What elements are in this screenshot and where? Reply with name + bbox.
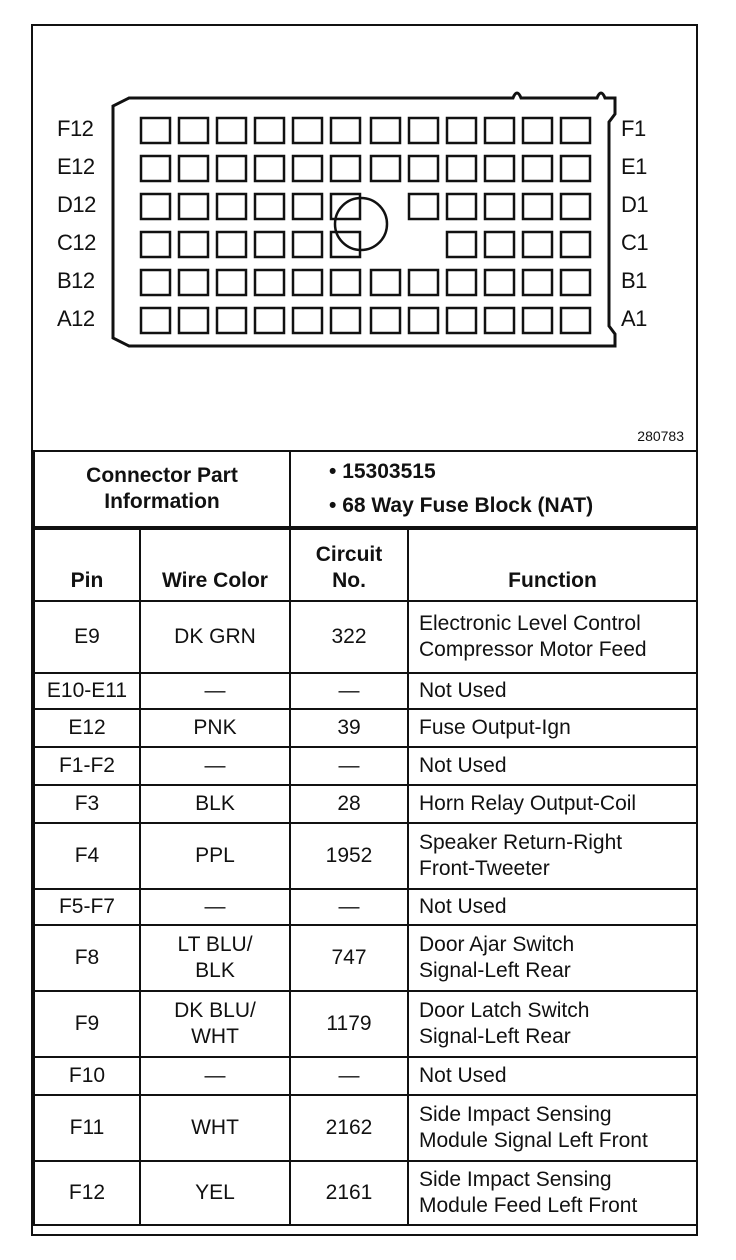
function-cell xyxy=(408,1095,697,1161)
cavity xyxy=(485,156,514,181)
function-cell xyxy=(408,889,697,925)
cavity xyxy=(409,308,438,333)
wire-color-cell xyxy=(140,889,290,925)
wire-color-line: — xyxy=(204,1064,226,1087)
cavity xyxy=(179,270,208,295)
cavity xyxy=(485,194,514,219)
cavity xyxy=(293,308,322,333)
function-cell xyxy=(408,1161,697,1225)
wire-color-line: YEL xyxy=(195,1181,235,1204)
cavity xyxy=(293,232,322,257)
circuit-cell: — xyxy=(290,747,408,785)
connector-outline xyxy=(33,26,696,450)
function-line: Not Used xyxy=(419,679,507,702)
cavity xyxy=(179,308,208,333)
row-label-left: B12 xyxy=(57,268,95,293)
circuit-cell: — xyxy=(290,1057,408,1095)
function-cell xyxy=(408,823,697,889)
wire-color-cell xyxy=(140,823,290,889)
cavity xyxy=(447,156,476,181)
cavity xyxy=(485,308,514,333)
wire-color-cell xyxy=(140,1057,290,1095)
function-line: Side Impact Sensing xyxy=(419,1168,612,1191)
header-wire-color: Wire Color xyxy=(140,529,290,601)
pin-cell: F4 xyxy=(34,823,140,889)
cavity xyxy=(293,156,322,181)
circuit-cell: 39 xyxy=(290,709,408,747)
cavity xyxy=(255,194,284,219)
function-line: Compressor Motor Feed xyxy=(419,638,647,661)
cavity xyxy=(371,270,400,295)
function-line: Not Used xyxy=(419,754,507,777)
circuit-cell: 28 xyxy=(290,785,408,823)
cavity xyxy=(371,308,400,333)
cavity xyxy=(141,118,170,143)
table-row xyxy=(34,747,697,785)
header-circuit-line2: No. xyxy=(332,569,366,592)
cavity xyxy=(141,270,170,295)
cavity xyxy=(255,308,284,333)
row-label-right: B1 xyxy=(621,268,647,293)
cavity xyxy=(179,156,208,181)
function-line: Door Latch Switch xyxy=(419,999,590,1022)
function-line: Not Used xyxy=(419,895,507,918)
function-cell xyxy=(408,1057,697,1095)
pin-cell: F1-F2 xyxy=(34,747,140,785)
pin-cell: E10-E11 xyxy=(34,673,140,709)
circuit-cell: 2161 xyxy=(290,1161,408,1225)
cavity xyxy=(179,194,208,219)
cavity xyxy=(217,270,246,295)
table-row xyxy=(34,673,697,709)
cavity xyxy=(255,118,284,143)
info-label-line2: Information xyxy=(104,490,220,513)
row-label-left: C12 xyxy=(57,230,96,255)
wire-color-line: — xyxy=(204,754,226,777)
cavity xyxy=(217,232,246,257)
cavity xyxy=(141,194,170,219)
cavity xyxy=(447,118,476,143)
circuit-cell: 322 xyxy=(290,601,408,673)
cavity xyxy=(409,270,438,295)
cavity xyxy=(561,270,590,295)
function-cell xyxy=(408,925,697,991)
table-row xyxy=(34,925,697,991)
pin-cell: F10 xyxy=(34,1057,140,1095)
cavity xyxy=(409,194,438,219)
cavity xyxy=(217,118,246,143)
cavity xyxy=(293,118,322,143)
wire-color-cell xyxy=(140,747,290,785)
function-cell xyxy=(408,785,697,823)
function-line: Speaker Return-Right xyxy=(419,831,623,854)
row-label-left: E12 xyxy=(57,154,95,179)
table-row xyxy=(34,1161,697,1225)
cavity xyxy=(255,156,284,181)
connector-document xyxy=(31,24,698,1236)
table-row xyxy=(34,823,697,889)
function-cell xyxy=(408,673,697,709)
function-line: Side Impact Sensing xyxy=(419,1103,612,1126)
cavity xyxy=(561,308,590,333)
circuit-cell: 2162 xyxy=(290,1095,408,1161)
wire-color-line: PNK xyxy=(193,716,237,739)
function-line: Front-Tweeter xyxy=(419,857,550,880)
row-label-right: E1 xyxy=(621,154,647,179)
function-line: Signal-Left Rear xyxy=(419,959,571,982)
header-circuit xyxy=(290,529,408,601)
wire-color-line: WHT xyxy=(191,1116,239,1139)
row-label-left: A12 xyxy=(57,306,95,331)
function-line: Electronic Level Control xyxy=(419,612,641,635)
row-label-right: A1 xyxy=(621,306,647,331)
connector-description: • 68 Way Fuse Block (NAT) xyxy=(329,489,696,523)
cavity xyxy=(561,118,590,143)
wire-color-line: DK GRN xyxy=(174,625,256,648)
row-label-left: F12 xyxy=(57,116,94,141)
function-line: Not Used xyxy=(419,1064,507,1087)
wire-color-line: BLK xyxy=(195,792,235,815)
pin-cell: F3 xyxy=(34,785,140,823)
cavity xyxy=(293,270,322,295)
cavity xyxy=(217,308,246,333)
table-row xyxy=(34,889,697,925)
function-cell xyxy=(408,991,697,1057)
connector-info-values xyxy=(290,451,697,527)
circuit-cell: 1952 xyxy=(290,823,408,889)
row-label-right: D1 xyxy=(621,192,649,217)
cavity xyxy=(485,118,514,143)
wire-color-cell xyxy=(140,785,290,823)
cavity xyxy=(371,118,400,143)
connector-diagram xyxy=(33,26,696,450)
connector-info-label xyxy=(34,451,290,527)
wire-color-line: — xyxy=(204,895,226,918)
pin-table-header xyxy=(34,529,697,601)
cavity xyxy=(331,118,360,143)
circuit-cell: — xyxy=(290,889,408,925)
cavity xyxy=(523,118,552,143)
function-cell xyxy=(408,601,697,673)
wire-color-cell xyxy=(140,925,290,991)
pin-cell: E12 xyxy=(34,709,140,747)
pin-cell: F9 xyxy=(34,991,140,1057)
cavity xyxy=(409,156,438,181)
function-line: Module Signal Left Front xyxy=(419,1129,648,1152)
cavity xyxy=(141,156,170,181)
cavity xyxy=(523,232,552,257)
cavity xyxy=(409,118,438,143)
cavity xyxy=(447,194,476,219)
cavity xyxy=(255,232,284,257)
wire-color-cell xyxy=(140,991,290,1057)
pin-cell: F8 xyxy=(34,925,140,991)
table-row xyxy=(34,709,697,747)
part-number: • 15303515 xyxy=(329,455,696,489)
figure-id: 280783 xyxy=(637,428,684,444)
pin-cell: E9 xyxy=(34,601,140,673)
header-pin: Pin xyxy=(34,529,140,601)
row-label-left: D12 xyxy=(57,192,96,217)
function-cell xyxy=(408,747,697,785)
function-line: Module Feed Left Front xyxy=(419,1194,638,1217)
cavity xyxy=(255,270,284,295)
circuit-cell: — xyxy=(290,673,408,709)
function-line: Fuse Output-Ign xyxy=(419,716,571,739)
row-label-right: C1 xyxy=(621,230,649,255)
cavity xyxy=(141,232,170,257)
pin-cell: F5-F7 xyxy=(34,889,140,925)
cavity xyxy=(485,270,514,295)
cavity xyxy=(523,270,552,295)
wire-color-cell xyxy=(140,1161,290,1225)
pin-cell: F12 xyxy=(34,1161,140,1225)
cavity xyxy=(447,232,476,257)
cavity xyxy=(331,308,360,333)
cavity xyxy=(217,156,246,181)
cavity xyxy=(293,194,322,219)
table-row xyxy=(34,785,697,823)
cavity xyxy=(523,156,552,181)
wire-color-cell xyxy=(140,1095,290,1161)
cavity xyxy=(447,308,476,333)
cavity xyxy=(523,308,552,333)
wire-color-line: DK BLU/ xyxy=(174,999,256,1022)
cavity xyxy=(485,232,514,257)
pin-table xyxy=(33,528,698,1226)
cavity xyxy=(217,194,246,219)
cavity xyxy=(331,156,360,181)
table-row xyxy=(34,1057,697,1095)
wire-color-line: BLK xyxy=(195,959,235,982)
circuit-cell: 1179 xyxy=(290,991,408,1057)
function-line: Signal-Left Rear xyxy=(419,1025,571,1048)
pin-cell: F11 xyxy=(34,1095,140,1161)
cavity xyxy=(561,232,590,257)
wire-color-line: PPL xyxy=(195,844,235,867)
wire-color-line: WHT xyxy=(191,1025,239,1048)
cavity xyxy=(179,118,208,143)
table-row xyxy=(34,601,697,673)
cavity xyxy=(371,156,400,181)
wire-color-line: — xyxy=(204,679,226,702)
function-line: Horn Relay Output-Coil xyxy=(419,792,637,815)
cavity xyxy=(561,194,590,219)
table-row xyxy=(34,991,697,1057)
row-label-right: F1 xyxy=(621,116,646,141)
cavity xyxy=(523,194,552,219)
circuit-cell: 747 xyxy=(290,925,408,991)
cavity xyxy=(179,232,208,257)
function-line: Door Ajar Switch xyxy=(419,933,575,956)
cavity xyxy=(561,156,590,181)
wire-color-cell xyxy=(140,601,290,673)
wire-color-cell xyxy=(140,709,290,747)
header-circuit-line1: Circuit xyxy=(315,543,383,566)
wire-color-line: LT BLU/ xyxy=(177,933,253,956)
cavity xyxy=(331,270,360,295)
connector-info-table xyxy=(33,450,698,528)
table-row xyxy=(34,1095,697,1161)
wire-color-cell xyxy=(140,673,290,709)
info-label-line1: Connector Part xyxy=(86,464,238,487)
cavity xyxy=(141,308,170,333)
cavity xyxy=(447,270,476,295)
function-cell xyxy=(408,709,697,747)
header-function: Function xyxy=(408,529,697,601)
